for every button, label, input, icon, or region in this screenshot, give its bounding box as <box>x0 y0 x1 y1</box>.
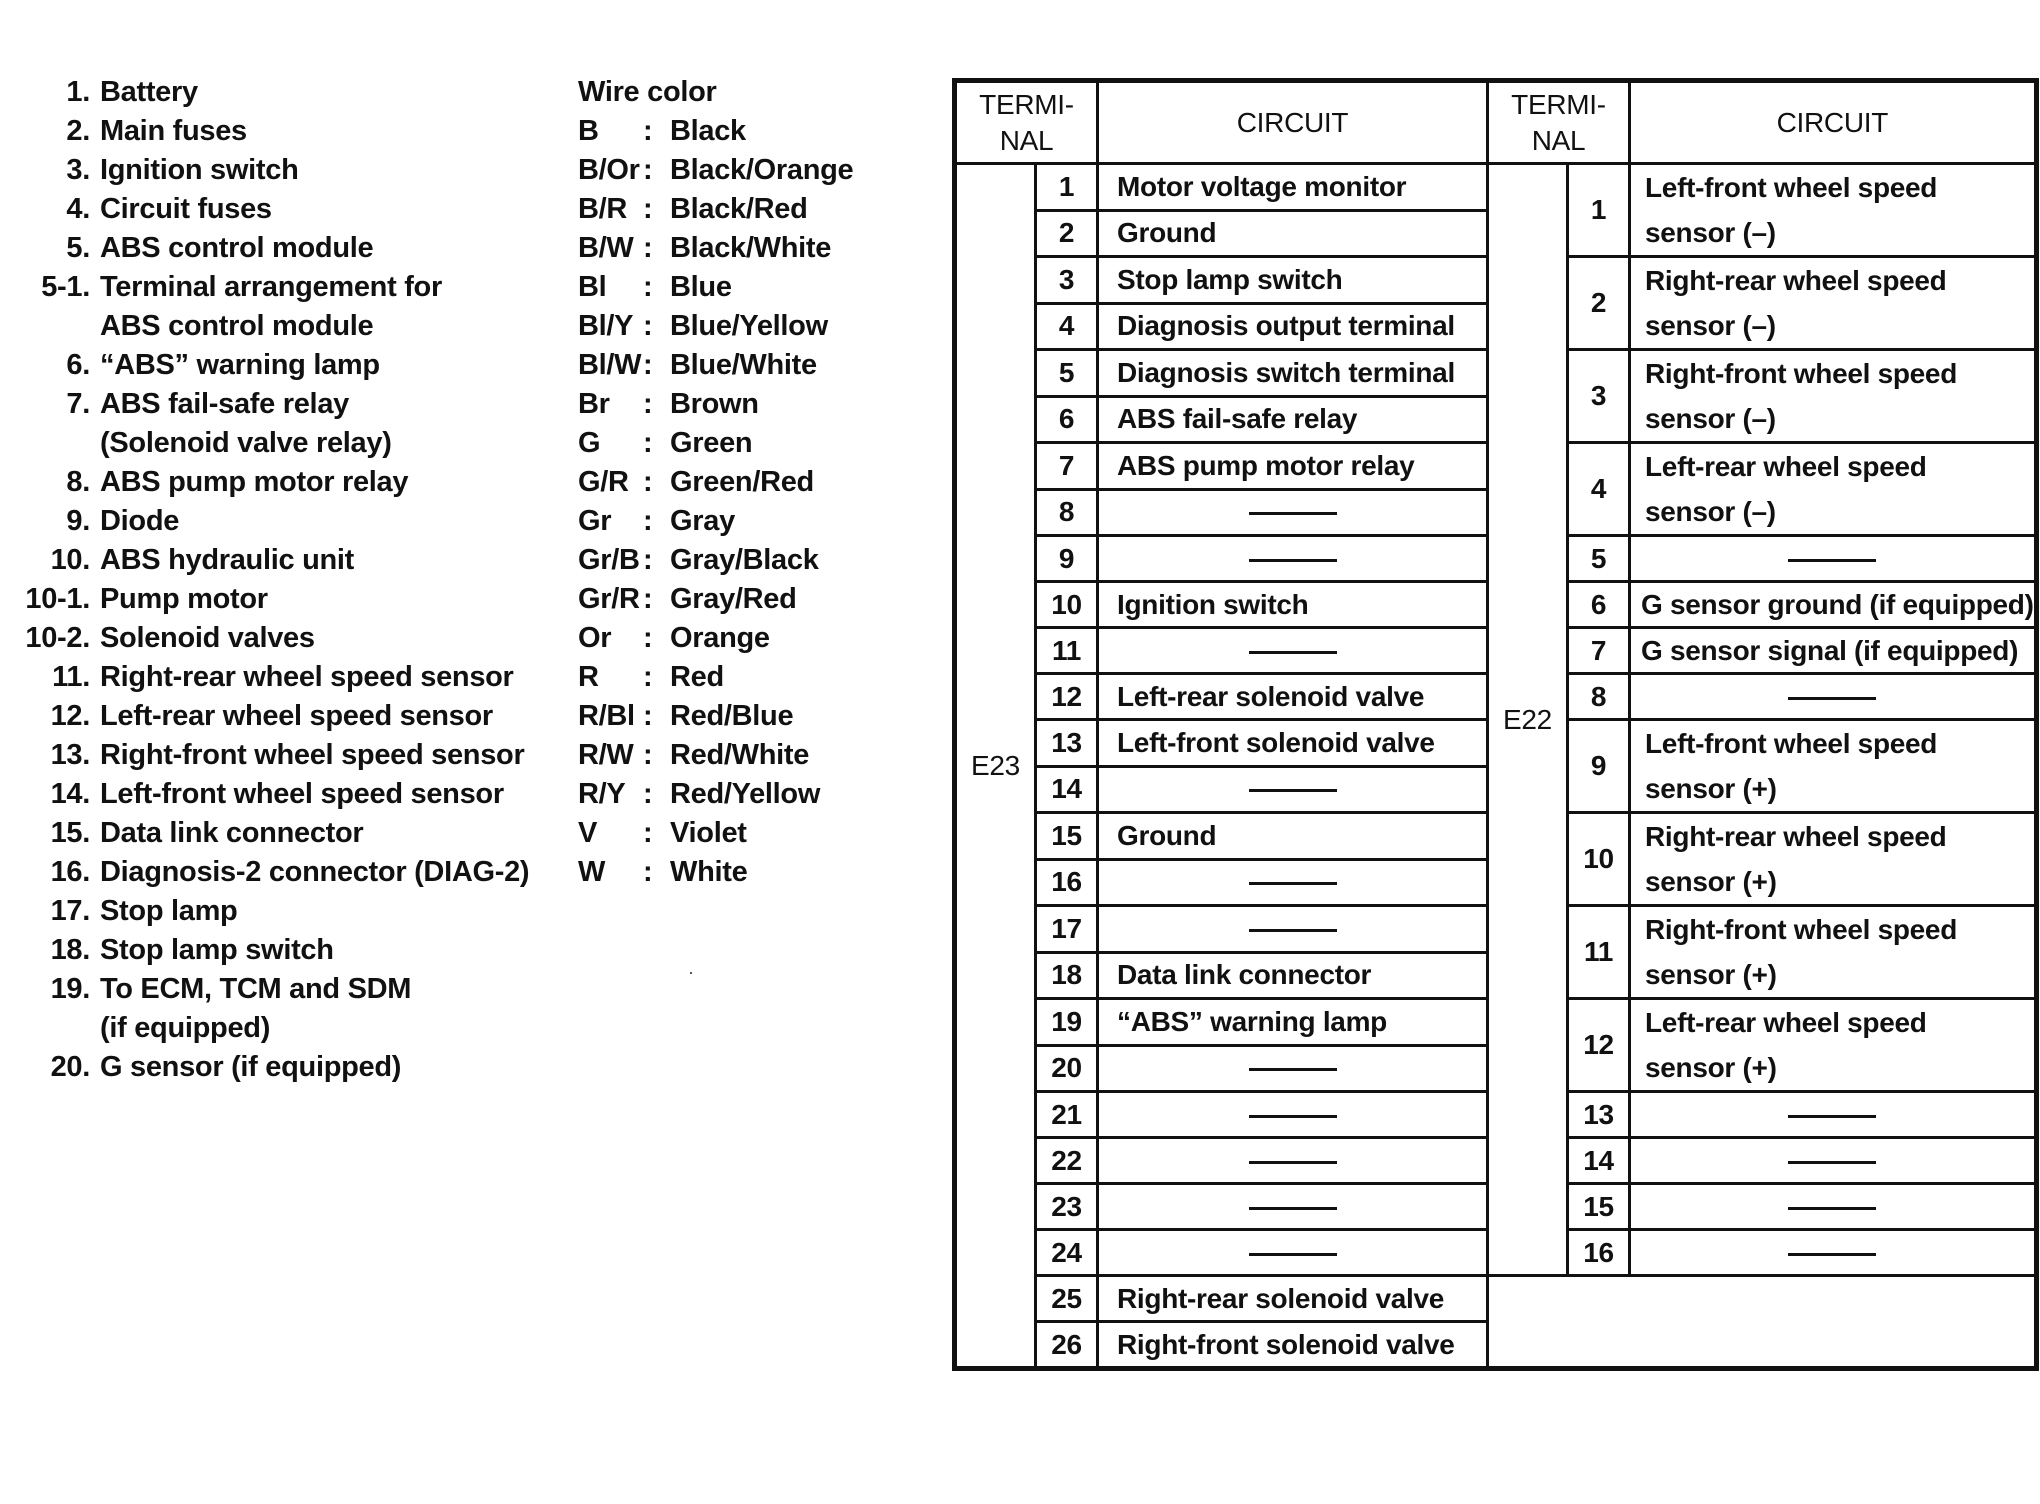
wire-color-row: G : Green <box>578 427 753 459</box>
circuit-name: Ignition switch <box>1098 582 1488 628</box>
circuit-blank <box>1098 1138 1488 1184</box>
wire-color-row: G/R : Green/Red <box>578 466 814 498</box>
dash-line <box>1249 882 1337 885</box>
circuit-blank <box>1098 1045 1488 1092</box>
circuit-name: Data link connector <box>1098 952 1488 999</box>
connector-e23: E23 <box>956 164 1036 1368</box>
circuit-name: Right-rear solenoid valve <box>1098 1276 1488 1322</box>
wire-color-title: Wire color <box>578 76 717 108</box>
legend-item: 12. Left-rear wheel speed sensor <box>50 700 493 732</box>
terminal-number: 4 <box>1036 303 1098 350</box>
terminal-number: 6 <box>1568 582 1630 628</box>
terminal-number: 11 <box>1568 906 1630 999</box>
connector-e22: E22 <box>1488 164 1568 1276</box>
circuit-name: “ABS” warning lamp <box>1098 999 1488 1046</box>
terminal-number: 19 <box>1036 999 1098 1046</box>
legend-item: 10. ABS hydraulic unit <box>50 544 355 576</box>
circuit-blank <box>1098 1230 1488 1276</box>
legend-item: 8. ABS pump motor relay <box>66 466 409 498</box>
legend-item: 19. To ECM, TCM and SDM <box>50 973 412 1005</box>
legend-item: 6. “ABS” warning lamp <box>66 349 380 381</box>
table-header-row <box>956 82 2036 164</box>
terminal-number: 2 <box>1036 210 1098 257</box>
terminal-number: 15 <box>1036 813 1098 860</box>
terminal-number: 4 <box>1568 443 1630 536</box>
wire-color-row: Gr/B : Gray/Black <box>578 544 819 576</box>
terminal-number: 9 <box>1036 536 1098 582</box>
circuit-blank <box>1098 1184 1488 1230</box>
circuit-line: Left-rear wheel speed <box>1645 451 1927 482</box>
terminal-number: 15 <box>1568 1184 1630 1230</box>
legend-item: 3. Ignition switch <box>66 154 299 186</box>
circuit-blank <box>1098 536 1488 582</box>
dash-line <box>1788 697 1876 700</box>
legend-item: (if equipped) <box>100 1012 271 1044</box>
circuit-line: Right-front wheel speed <box>1645 358 1957 389</box>
dash-line <box>1788 1207 1876 1210</box>
dash-line <box>1249 1161 1337 1164</box>
dash-line <box>1249 1068 1337 1071</box>
terminal-number: 13 <box>1036 720 1098 767</box>
terminal-number: 12 <box>1568 999 1630 1092</box>
circuit-blank <box>1630 1092 2036 1138</box>
terminal-number: 13 <box>1568 1092 1630 1138</box>
wire-color-row: W : White <box>578 856 748 888</box>
terminal-number: 7 <box>1568 628 1630 674</box>
circuit-name: G sensor ground (if equipped) <box>1630 582 2036 628</box>
terminal-number: 3 <box>1036 257 1098 304</box>
legend-item: 5-1. Terminal arrangement for <box>41 271 442 303</box>
circuit-line: sensor (+) <box>1645 773 1777 804</box>
dash-line <box>1788 559 1876 562</box>
dash-line <box>1788 1161 1876 1164</box>
legend-item: 1. Battery <box>66 76 198 108</box>
legend-item: ABS control module <box>100 310 374 342</box>
circuit-line: sensor (+) <box>1645 1052 1777 1083</box>
legend-item: 17. Stop lamp <box>50 895 238 927</box>
circuit-line: sensor (–) <box>1645 217 1776 248</box>
terminal-number: 1 <box>1568 164 1630 257</box>
circuit-name: Motor voltage monitor <box>1098 164 1488 211</box>
circuit-name: Ground <box>1098 813 1488 860</box>
terminal-number: 8 <box>1036 489 1098 536</box>
terminal-number: 25 <box>1036 1276 1098 1322</box>
circuit-blank <box>1630 1230 2036 1276</box>
wire-color-row: R/Bl : Red/Blue <box>578 700 794 732</box>
circuit-line: sensor (–) <box>1645 310 1776 341</box>
wire-color-row: Bl/W : Blue/White <box>578 349 817 381</box>
terminal-number: 7 <box>1036 443 1098 490</box>
dash-line <box>1249 651 1337 654</box>
circuit-line: sensor (+) <box>1645 959 1777 990</box>
dash-line <box>1249 1207 1337 1210</box>
empty-cell <box>1488 1276 2036 1368</box>
terminal-number: 18 <box>1036 952 1098 999</box>
wire-color-row: Br : Brown <box>578 388 759 420</box>
component-legend <box>0 73 560 1087</box>
wire-color-row: Bl/Y : Blue/Yellow <box>578 310 828 342</box>
wire-color-row: R/Y : Red/Yellow <box>578 778 821 810</box>
circuit-line: Right-front wheel speed <box>1645 914 1957 945</box>
circuit-line: Left-front wheel speed <box>1645 728 1938 759</box>
legend-item: 11. Right-rear wheel speed sensor <box>52 661 514 693</box>
terminal-number: 24 <box>1036 1230 1098 1276</box>
circuit-blank <box>1098 489 1488 536</box>
legend-item: 13. Right-front wheel speed sensor <box>50 739 525 771</box>
circuit-name <box>1630 164 2036 257</box>
legend-item: 16. Diagnosis-2 connector (DIAG-2) <box>50 856 530 888</box>
legend-item: 9. Diode <box>66 505 180 537</box>
circuit-name: Diagnosis switch terminal <box>1098 350 1488 397</box>
circuit-name <box>1630 720 2036 813</box>
circuit-line: Left-front wheel speed <box>1645 172 1938 203</box>
circuit-name: Diagnosis output terminal <box>1098 303 1488 350</box>
terminal-number: 20 <box>1036 1045 1098 1092</box>
circuit-blank <box>1630 1138 2036 1184</box>
legend-item: 20. G sensor (if equipped) <box>50 1051 402 1083</box>
terminal-number: 22 <box>1036 1138 1098 1184</box>
dash-line <box>1788 1115 1876 1118</box>
circuit-name <box>1630 906 2036 999</box>
header-circuit-left: CIRCUIT <box>1098 82 1488 164</box>
circuit-name <box>1630 813 2036 906</box>
legend-item: (Solenoid valve relay) <box>100 427 392 459</box>
legend-item: 10-1. Pump motor <box>25 583 268 615</box>
dash-line <box>1249 789 1337 792</box>
legend-item: 18. Stop lamp switch <box>50 934 334 966</box>
circuit-name: Ground <box>1098 210 1488 257</box>
circuit-line: Right-rear wheel speed <box>1645 821 1947 852</box>
legend-item: 2. Main fuses <box>66 115 247 147</box>
table-row <box>956 164 2036 211</box>
circuit-name: Stop lamp switch <box>1098 257 1488 304</box>
terminal-number: 11 <box>1036 628 1098 674</box>
terminal-number: 2 <box>1568 257 1630 350</box>
table-row <box>956 1276 2036 1322</box>
terminal-number: 9 <box>1568 720 1630 813</box>
wire-color-row: Gr : Gray <box>578 505 735 537</box>
terminal-table <box>954 80 2037 1369</box>
circuit-blank <box>1098 766 1488 813</box>
header-terminal-right: TERMI- NAL <box>1488 82 1630 164</box>
circuit-name: Right-front solenoid valve <box>1098 1322 1488 1368</box>
legend-item: 15. Data link connector <box>50 817 364 849</box>
wire-color-row: R/W : Red/White <box>578 739 810 771</box>
circuit-line: sensor (+) <box>1645 866 1777 897</box>
terminal-number: 26 <box>1036 1322 1098 1368</box>
terminal-number: 16 <box>1568 1230 1630 1276</box>
circuit-name: Left-front solenoid valve <box>1098 720 1488 767</box>
dash-line <box>1249 512 1337 515</box>
terminal-number: 8 <box>1568 674 1630 720</box>
header-circuit-right: CIRCUIT <box>1630 82 2036 164</box>
terminal-number: 10 <box>1568 813 1630 906</box>
terminal-number: 6 <box>1036 396 1098 443</box>
wire-color-row: B/Or : Black/Orange <box>578 154 854 186</box>
dash-line <box>1249 559 1337 562</box>
circuit-line: sensor (–) <box>1645 403 1776 434</box>
circuit-blank <box>1098 1092 1488 1138</box>
circuit-line: Left-rear wheel speed <box>1645 1007 1927 1038</box>
circuit-blank <box>1630 536 2036 582</box>
circuit-blank <box>1098 859 1488 906</box>
circuit-name <box>1630 999 2036 1092</box>
terminal-number: 12 <box>1036 674 1098 720</box>
circuit-name <box>1630 257 2036 350</box>
circuit-blank <box>1630 674 2036 720</box>
wire-color-row: R : Red <box>578 661 724 693</box>
terminal-number: 5 <box>1036 350 1098 397</box>
legend-item: 4. Circuit fuses <box>66 193 272 225</box>
circuit-line: Right-rear wheel speed <box>1645 265 1947 296</box>
terminal-number: 14 <box>1036 766 1098 813</box>
terminal-number: 14 <box>1568 1138 1630 1184</box>
dash-line <box>1249 929 1337 932</box>
wire-color-row: B/W : Black/White <box>578 232 832 264</box>
terminal-number: 5 <box>1568 536 1630 582</box>
terminal-number: 17 <box>1036 906 1098 953</box>
circuit-name: ABS pump motor relay <box>1098 443 1488 490</box>
wire-color-row: Bl : Blue <box>578 271 732 303</box>
circuit-name: ABS fail-safe relay <box>1098 396 1488 443</box>
circuit-name: G sensor signal (if equipped) <box>1630 628 2036 674</box>
stray-dot <box>690 972 692 974</box>
terminal-number: 1 <box>1036 164 1098 211</box>
circuit-line: sensor (–) <box>1645 496 1776 527</box>
circuit-name <box>1630 443 2036 536</box>
terminal-number: 16 <box>1036 859 1098 906</box>
legend-item: 7. ABS fail-safe relay <box>66 388 349 420</box>
terminal-number: 10 <box>1036 582 1098 628</box>
terminal-number: 23 <box>1036 1184 1098 1230</box>
legend-item: 5. ABS control module <box>66 232 374 264</box>
wire-color-row: B/R : Black/Red <box>578 193 808 225</box>
circuit-name: Left-rear solenoid valve <box>1098 674 1488 720</box>
legend-item: 10-2. Solenoid valves <box>25 622 315 654</box>
circuit-blank <box>1630 1184 2036 1230</box>
wire-color-row: Gr/R : Gray/Red <box>578 583 797 615</box>
header-terminal-left: TERMI- NAL <box>956 82 1098 164</box>
dash-line <box>1788 1253 1876 1256</box>
wire-color-legend <box>578 73 898 892</box>
wire-color-row: V : Violet <box>578 817 747 849</box>
dash-line <box>1249 1253 1337 1256</box>
circuit-name <box>1630 350 2036 443</box>
wire-color-row: B : Black <box>578 115 746 147</box>
legend-item: 14. Left-front wheel speed sensor <box>50 778 504 810</box>
circuit-blank <box>1098 628 1488 674</box>
terminal-number: 21 <box>1036 1092 1098 1138</box>
circuit-blank <box>1098 906 1488 953</box>
wire-color-row: Or : Orange <box>578 622 770 654</box>
terminal-number: 3 <box>1568 350 1630 443</box>
dash-line <box>1249 1115 1337 1118</box>
